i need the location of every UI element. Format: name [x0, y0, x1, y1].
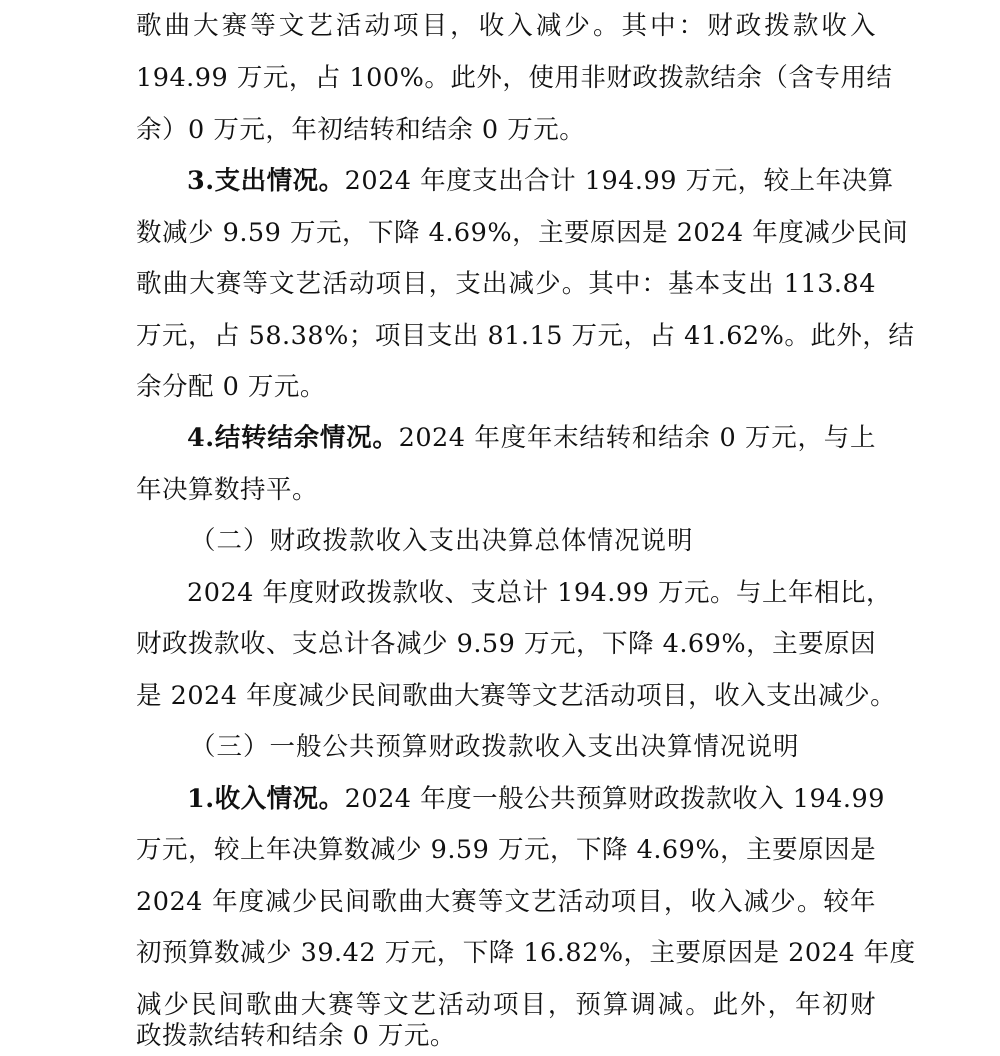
section-text: 2024 年度一般公共预算财政拨款收入 194.99 — [344, 784, 885, 814]
text-line: 2024 年度财政拨款收、支总计 194.99 万元。与上年相比， — [187, 578, 892, 608]
text-line: 减少民间歌曲大赛等文艺活动项目，预算调减。此外，年初财 — [136, 990, 876, 1020]
paragraph-expenditure — [187, 161, 894, 201]
text-line: 万元，占 58.38%；项目支出 81.15 万元，占 41.62%。此外，结 — [136, 321, 915, 351]
text-line: 年决算数持平。 — [136, 475, 319, 505]
text-line: 初预算数减少 39.42 万元，下降 16.82%，主要原因是 2024 年度 — [136, 938, 916, 968]
section-lead: 3.支出情况。 — [187, 166, 345, 196]
text-line: 数减少 9.59 万元，下降 4.69%，主要原因是 2024 年度减少民间 — [136, 218, 909, 248]
paragraph-income — [187, 779, 885, 819]
text-line: 余分配 0 万元。 — [136, 372, 326, 402]
text-line: 余）0 万元，年初结转和结余 0 万元。 — [136, 115, 586, 145]
section-lead: 1.收入情况。 — [187, 784, 345, 814]
text-line: 歌曲大赛等文艺活动项目，支出减少。其中：基本支出 113.84 — [136, 269, 876, 299]
text-line: 政拨款结转和结余 0 万元。 — [136, 1021, 456, 1051]
section-lead: 4.结转结余情况。 — [187, 423, 399, 453]
text-line: 是 2024 年度减少民间歌曲大赛等文艺活动项目，收入支出减少。 — [136, 681, 897, 711]
paragraph-balance — [187, 418, 876, 458]
section-text: 2024 年度支出合计 194.99 万元，较上年决算 — [344, 166, 894, 196]
text-line: 194.99 万元，占 100%。此外，使用非财政拨款结余（含专用结 — [136, 63, 893, 93]
text-line: 2024 年度减少民间歌曲大赛等文艺活动项目，收入减少。较年 — [136, 887, 876, 917]
text-line: 万元，较上年决算数减少 9.59 万元，下降 4.69%，主要原因是 — [136, 835, 877, 865]
text-line: 财政拨款收、支总计各减少 9.59 万元，下降 4.69%，主要原因 — [136, 629, 877, 659]
text-line: 歌曲大赛等文艺活动项目，收入减少。其中：财政拨款收入 — [136, 11, 876, 41]
section-heading: （三）一般公共预算财政拨款收入支出决算情况说明 — [190, 732, 800, 762]
section-heading: （二）财政拨款收入支出决算总体情况说明 — [190, 526, 694, 556]
section-text: 2024 年度年末结转和结余 0 万元，与上 — [398, 423, 877, 453]
